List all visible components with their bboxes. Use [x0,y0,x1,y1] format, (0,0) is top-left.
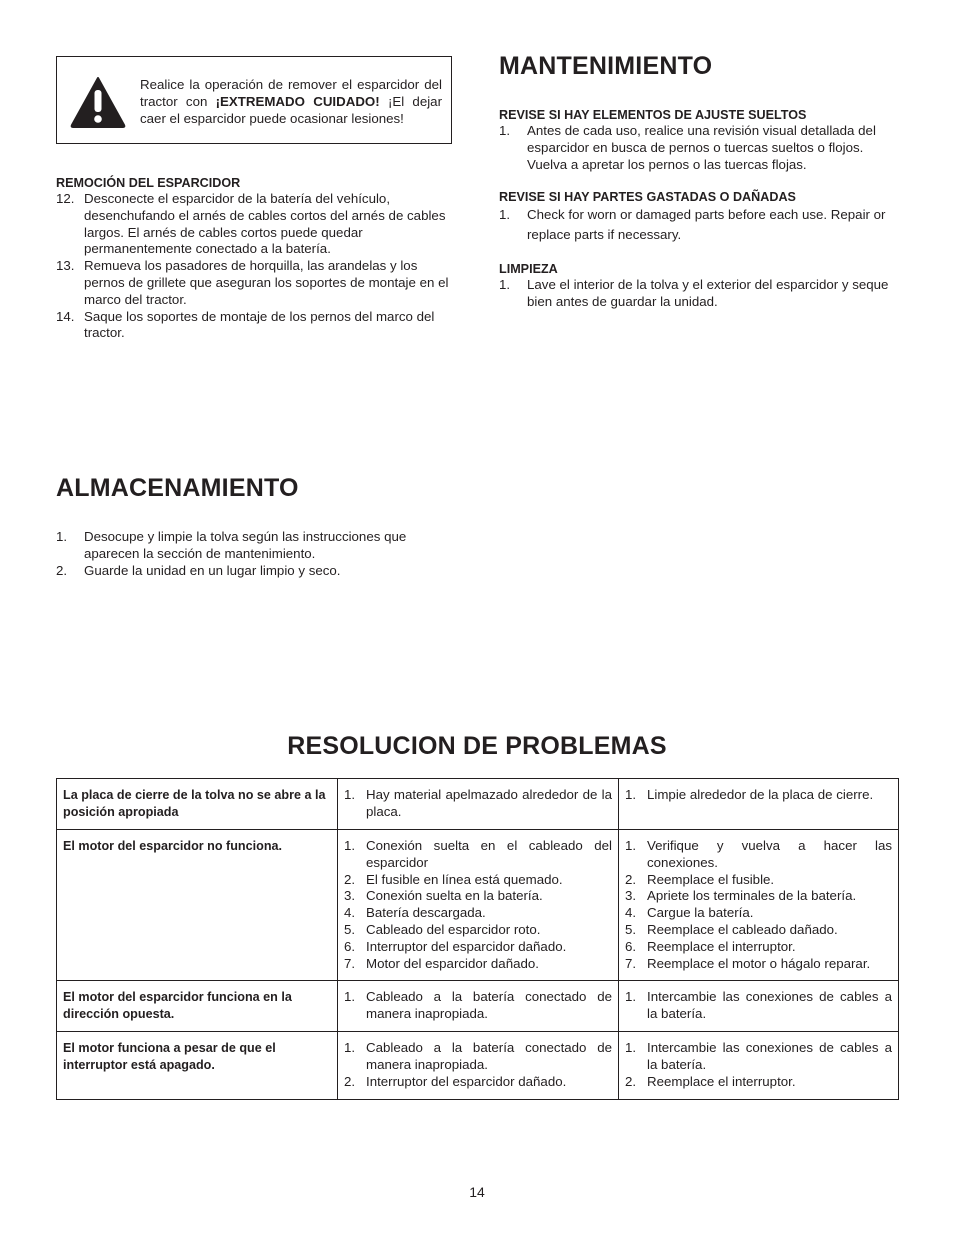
item-number: 2. [625,1073,637,1089]
list-item [625,922,892,939]
causes-list [344,1040,612,1090]
item-number: 1. [499,123,511,138]
list-item [625,989,892,1023]
item-number: 1. [625,1040,637,1056]
cause-cell [338,830,619,981]
list-item [344,956,612,973]
item-text: Cableado a la batería conectado de manera inapropiada. [366,989,612,1022]
item-number: 7. [344,955,356,971]
list-item [625,1074,892,1091]
item-number: 1. [625,838,637,853]
list-item [625,787,892,804]
subsection-list [499,205,897,244]
list-item [499,123,897,173]
troubleshooting-table [56,778,899,1100]
list-item [625,1040,892,1074]
maintenance-subsection [499,261,897,311]
item-text: Remueva los pasadores de horquilla, las arandelas y los pernos de grillete que aseguran los soportes de montaje en el marco del tractor. [84,258,449,307]
remedies-list [625,838,892,972]
item-text: Guarde la unidad en un lugar limpio y seco. [84,562,341,578]
item-text: Lave el interior de la tolva y el exterior del esparcidor y seque bien antes de guardar la unidad. [527,277,889,310]
remedies-list [625,1040,892,1090]
list-item [344,872,612,889]
item-text: Limpie alrededor de la placa de cierre. [647,787,874,802]
problem-cell: El motor del esparcidor no funciona. [57,830,338,981]
item-text: Reemplace el interruptor. [647,938,796,954]
item-number: 5. [344,921,356,937]
table-row [57,981,899,1032]
list-item [344,1040,612,1074]
list-item [344,838,612,872]
item-number: 3. [344,888,356,904]
list-item [625,905,892,922]
table-row [57,779,899,830]
item-number: 14. [56,308,75,324]
page-number: 14 [469,1184,485,1200]
cause-cell [338,981,619,1032]
item-text: Reemplace el cableado dañado. [647,921,838,937]
list-item [625,872,892,889]
item-number: 1. [499,207,511,223]
list-item [625,939,892,956]
list-item [56,529,428,563]
causes-list [344,989,612,1023]
item-number: 4. [625,905,637,921]
remedy-cell [619,981,899,1032]
table-row [57,830,899,981]
item-number: 1. [344,989,356,1005]
item-text: Desocupe y limpie la tolva según las instrucciones que aparecen la sección de mantenimiento. [84,529,407,561]
item-text: Hay material apelmazado alrededor de la placa. [366,787,612,819]
removal-list [56,191,456,342]
removal-heading: REMOCIÓN DEL ESPARCIDOR [56,176,241,190]
item-number: 5. [625,921,637,937]
list-item [344,888,612,905]
list-item [625,838,892,872]
remedy-cell [619,830,899,981]
list-item [344,989,612,1023]
item-text: Verifique y vuelva a hacer las conexiones. [647,838,892,870]
item-text: Interruptor del esparcidor dañado. [366,938,567,954]
item-number: 1. [344,1040,356,1056]
cause-cell [338,1032,619,1100]
maintenance-subsection [499,189,897,244]
storage-title: ALMACENAMIENTO [56,474,299,502]
list-item [344,922,612,939]
item-text: Antes de cada uso, realice una revisión visual detallada del esparcidor en busca de pernos o tuercas sueltos o flojos. Vuelva a apretar los pernos o las tuercas flojas. [527,123,876,172]
maintenance-title: MANTENIMIENTO [499,52,713,80]
item-number: 1. [625,989,637,1005]
subsection-heading: LIMPIEZA [499,262,558,277]
item-text: Cableado del esparcidor roto. [366,921,541,937]
maintenance-subsection [499,107,897,173]
list-item [499,205,897,244]
item-number: 6. [344,938,356,954]
item-text: Reemplace el motor o hágalo reparar. [647,955,871,971]
maintenance-sections [499,107,897,327]
problem-cell: El motor del esparcidor funciona en la dirección opuesta. [57,981,338,1032]
table-row [57,1032,899,1100]
list-item [344,787,612,821]
item-number: 12. [56,191,75,206]
cause-cell [338,779,619,830]
list-item [56,563,428,580]
warning-box [56,56,452,144]
exclamation-warning-icon [70,76,126,128]
subsection-heading: REVISE SI HAY ELEMENTOS DE AJUSTE SUELTOS [499,108,807,122]
item-text: Check for worn or damaged parts before each use. Repair or replace parts if necessary. [527,207,886,242]
item-number: 6. [625,938,637,954]
item-number: 3. [625,888,637,904]
list-item [56,258,456,308]
warning-text: Realice la operación de remover el esparcidor del tractor con ¡EXTREMADO CUIDADO! ¡El dejar caer el esparcidor puede ocasionar lesiones! [140,77,442,127]
item-text: Intercambie las conexiones de cables a la batería. [647,1040,892,1073]
problem-cell: El motor funciona a pesar de que el interruptor está apagado. [57,1032,338,1100]
list-item [625,888,892,905]
subsection-heading: REVISE SI HAY PARTES GASTADAS O DAÑADAS [499,190,796,205]
item-text: El fusible en línea está quemado. [366,871,563,887]
causes-list [344,787,612,821]
item-number: 2. [56,562,68,578]
item-number: 1. [625,787,637,802]
item-text: Cableado a la batería conectado de manera inapropiada. [366,1040,612,1073]
item-text: Conexión suelta en la batería. [366,888,543,904]
list-item [344,1074,612,1091]
item-text: Reemplace el fusible. [647,871,775,887]
item-text: Batería descargada. [366,905,486,921]
item-number: 4. [344,905,356,921]
subsection-list [499,123,897,173]
remedy-cell [619,779,899,830]
item-text: Apriete los terminales de la batería. [647,888,857,904]
list-item [344,939,612,956]
item-number: 1. [56,529,68,544]
item-number: 1. [344,838,356,853]
removal-section [56,175,456,342]
item-text: Cargue la batería. [647,905,754,921]
item-text: Intercambie las conexiones de cables a la batería. [647,989,892,1022]
item-text: Reemplace el interruptor. [647,1073,796,1089]
item-text: Conexión suelta en el cableado del esparcidor [366,838,612,870]
remedies-list [625,989,892,1023]
troubleshooting-title: RESOLUCION DE PROBLEMAS [287,732,667,760]
list-item [499,277,897,311]
item-number: 13. [56,258,75,274]
item-number: 2. [344,1073,356,1089]
item-text: Desconecte el esparcidor de la batería del vehículo, desenchufando el arnés de cables cortos del arnés de cables largos. El arnés de cables cortos puede quedar permanentemente conectado a la batería. [84,191,446,257]
causes-list [344,838,612,972]
problem-cell: La placa de cierre de la tolva no se abre a la posición apropiada [57,779,338,830]
remedies-list [625,787,892,804]
subsection-list [499,277,897,311]
remedy-cell [619,1032,899,1100]
item-number: 2. [344,871,356,887]
item-text: Motor del esparcidor dañado. [366,955,539,971]
storage-list [56,529,428,579]
item-number: 7. [625,955,637,971]
item-number: 2. [625,871,637,887]
list-item [344,905,612,922]
item-number: 1. [344,787,356,802]
list-item [56,191,456,258]
item-number: 1. [499,277,511,293]
list-item [625,956,892,973]
list-item [56,309,456,343]
item-text: Saque los soportes de montaje de los pernos del marco del tractor. [84,308,435,341]
item-text: Interruptor del esparcidor dañado. [366,1073,567,1089]
